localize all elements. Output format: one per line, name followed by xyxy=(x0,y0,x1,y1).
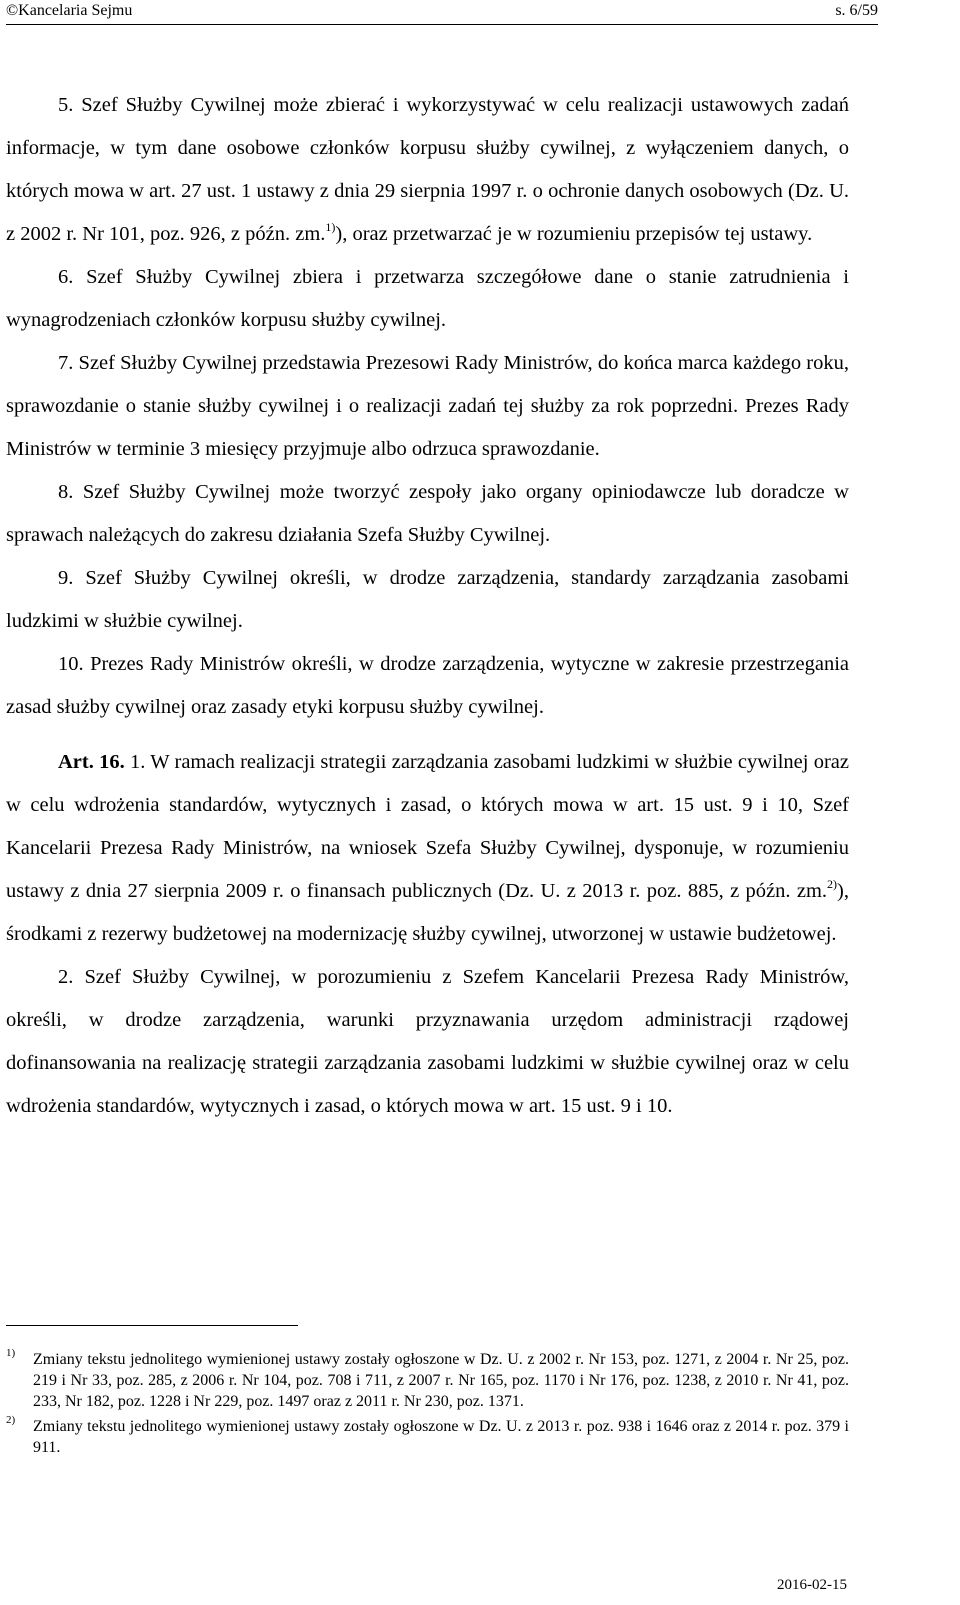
footnote-2-marker: 2) xyxy=(6,1414,16,1426)
header-rule xyxy=(6,24,878,25)
paragraph-5-text: 5. Szef Służby Cywilnej może zbierać i wykorzystywać w celu realizacji ustawowych zadań informacje, w tym dane osobowe członków korpusu służby cywilnej, z wyłączeniem danych, o których mowa w art. 27 ust. 1 ustawy z dnia 29 sierpnia 1997 r. o ochronie danych osobowych (Dz. U. z 2002 r. Nr 101, poz. 926, z późn. zm. xyxy=(6,94,849,245)
article-16-text: 1. W ramach realizacji strategii zarządzania zasobami ludzkimi w służbie cywilnej oraz w celu wdrożenia standardów, wytycznych i zasad, o których mowa w art. 15 ust. 9 i 10, Szef Kancelarii Prezesa Rady Ministrów, na wniosek Szefa Służby Cywilnej, dysponuje, w rozumieniu ustawy z dnia 27 sierpnia 2009 r. o finansach publicznych (Dz. U. z 2013 r. poz. 885, z późn. zm. xyxy=(6,751,850,902)
paragraph-9: 9. Szef Służby Cywilnej określi, w drodze zarządzenia, standardy zarządzania zasobami ludzkimi w służbie cywilnej. xyxy=(6,567,849,632)
footnote-1 xyxy=(6,1349,849,1412)
footnote-2-text: Zmiany tekstu jednolitego wymienionej ustawy zostały ogłoszone w Dz. U. z 2013 r. poz. 938 i 1646 oraz z 2014 r. poz. 379 i 911. xyxy=(33,1418,849,1456)
paragraph-5-tail: ), oraz przetwarzać je w rozumieniu przepisów tej ustawy. xyxy=(335,223,813,245)
paragraph-5 xyxy=(6,84,849,256)
paragraph-6: 6. Szef Służby Cywilnej zbiera i przetwarza szczegółowe dane o stanie zatrudnienia i wynagrodzeniach członków korpusu służby cywilnej. xyxy=(6,266,849,331)
footnote-ref-2[interactable]: 2) xyxy=(827,877,838,891)
document-body xyxy=(6,84,849,1128)
article-16-label: Art. 16. xyxy=(58,751,125,773)
footnote-1-marker: 1) xyxy=(6,1347,16,1359)
article-16-paragraph-2: 2. Szef Służby Cywilnej, w porozumieniu z Szefem Kancelarii Prezesa Rady Ministrów, określi, w drodze zarządzenia, warunki przyznawania urzędom administracji rządowej dofinansowania na realizację strategii zarządzania zasobami ludzkimi w służbie cywilnej oraz w celu wdrożenia standardów, wytycznych i zasad, o których mowa w art. 15 ust. 9 i 10. xyxy=(6,966,849,1117)
page-number: s. 6/59 xyxy=(835,2,878,19)
footnote-1-text: Zmiany tekstu jednolitego wymienionej ustawy zostały ogłoszone w Dz. U. z 2002 r. Nr 153, poz. 1271, z 2004 r. Nr 25, poz. 219 i Nr 33, poz. 285, z 2006 r. Nr 104, poz. 708 i 711, z 2007 r. Nr 165, poz. 1170 i Nr 176, poz. 1238, z 2010 r. Nr 41, poz. 233, Nr 182, poz. 1228 i Nr 229, poz. 1497 oraz z 2011 r. Nr 230, poz. 1371. xyxy=(33,1351,849,1410)
footnote-2 xyxy=(6,1416,849,1458)
article-16 xyxy=(6,741,849,956)
article-16-tail: ), środkami z rezerwy budżetowej na modernizację służby cywilnej, utworzonej w ustawie budżetowej. xyxy=(6,880,849,945)
document-date: 2016-02-15 xyxy=(777,1577,847,1593)
footnote-separator xyxy=(6,1325,298,1326)
footnote-ref-1[interactable]: 1) xyxy=(325,220,336,234)
paragraph-10: 10. Prezes Rady Ministrów określi, w drodze zarządzenia, wytyczne w zakresie przestrzegania zasad służby cywilnej oraz zasady etyki korpusu służby cywilnej. xyxy=(6,653,849,718)
page-header xyxy=(0,0,960,28)
footnotes xyxy=(6,1349,849,1462)
copyright-label: ©Kancelaria Sejmu xyxy=(6,2,133,19)
paragraph-8: 8. Szef Służby Cywilnej może tworzyć zespoły jako organy opiniodawcze lub doradcze w sprawach należących do zakresu działania Szefa Służby Cywilnej. xyxy=(6,481,849,546)
paragraph-7: 7. Szef Służby Cywilnej przedstawia Prezesowi Rady Ministrów, do końca marca każdego roku, sprawozdanie o stanie służby cywilnej i o realizacji zadań tej służby za rok poprzedni. Prezes Rady Ministrów w terminie 3 miesięcy przyjmuje albo odrzuca sprawozdanie. xyxy=(6,352,849,460)
